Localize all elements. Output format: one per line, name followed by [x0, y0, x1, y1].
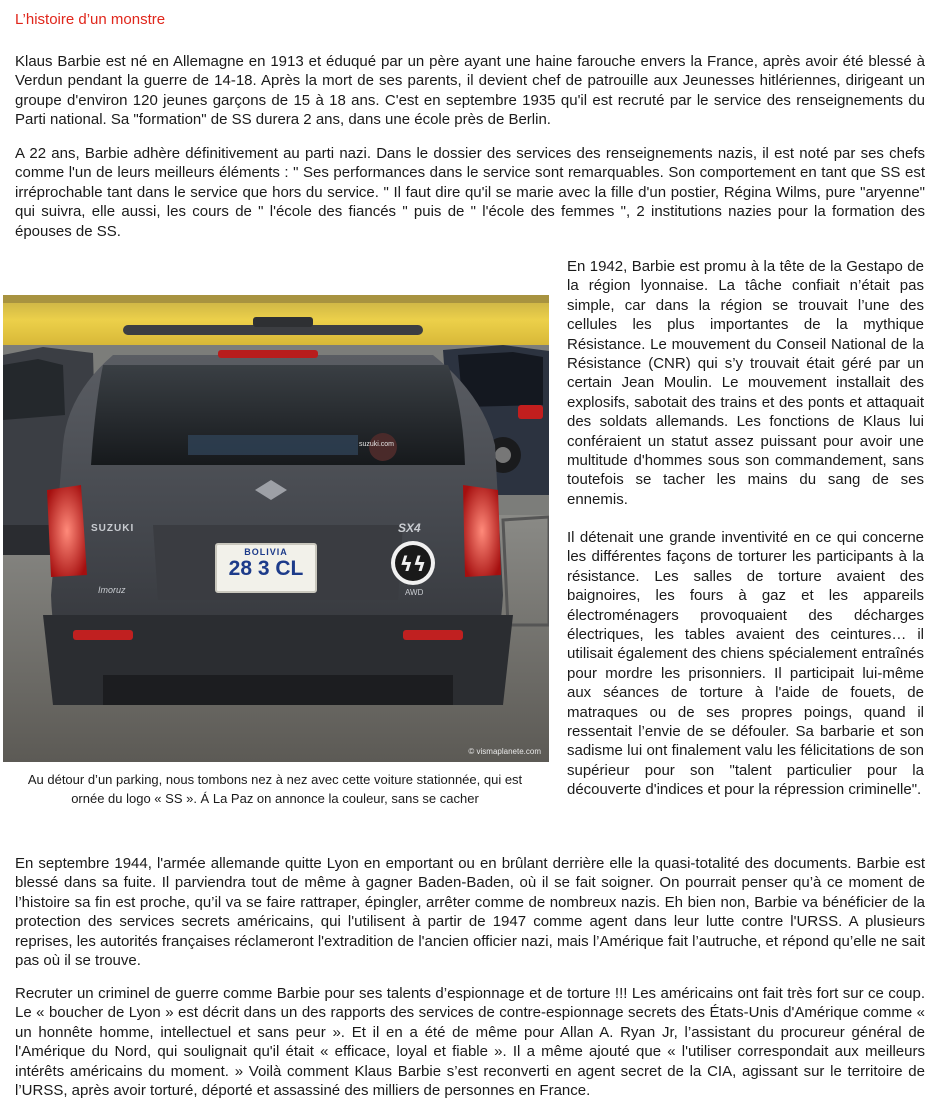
paragraph-cia: Recruter un criminel de guerre comme Barbie pour ses talents d’espionnage et de torture !!! Les américains ont fait très fort sur ce coup. Le « boucher de Lyon » est décrit dans un des rapports des services de contre-espionnage secrets des États-Unis d'Amérique comme « un honnête homme, intellectuel et sans peur ». Et il en a été de même pour Allan A. Ryan Jr, l’assistant du procureur général de l'Amérique du Nord, qui soulignait qu'il était « efficace, loyal et fiable ». Il a même ajouté que « l'utiliser correspondait aux meilleurs intérêts américains du moment. » Voilà comment Klaus Barbie s’est reconverti en agent secret de la CIA, agissant sur le territoire de l’URSS, après avoir torturé, déporté et assassiné des milliers de personnes en France.: [15, 985, 925, 1100]
article-title: L’histoire d’un monstre: [15, 11, 166, 28]
window-sticker: suzuki.com: [359, 441, 395, 448]
paragraph-torture: Il détenait une grande inventivité en ce qui concerne les différentes façons de torturer les participants à la résistance. Les salles de torture avaient des baignoires, les fours à gaz et les appareils électroménagers provoquaient des décharges électriques, les tables avaient des ceintures… il utilisait également des chiens spécialement entraînés pour mordre les prisonniers. Il participait lui-même aux séances de torture à l'aide de fouets, de matraques ou de ses propres poings, quand il ressentait l’envie de se défouler. Sa barbarie et son sadisme lui ont finalement valu les félicitations de son supérieur pour son "talent particulier pour la découverte d'indices et pour la répression criminelle".: [567, 529, 924, 799]
suzuki-sx4-image: [3, 295, 549, 762]
paragraph-nazi-party: A 22 ans, Barbie adhère définitivement au parti nazi. Dans le dossier des services des renseignements nazis, il est noté par ses chefs comme l'un de leurs meilleurs éléments : " Ses performances dans le service sont remarquables. Son comportement en tant que SS est irréprochable tant dans le service que hors du service. " Il faut dire qu'il se marie avec la fille d'un postier, Régina Wilms, pure "aryenne" qui suivra, elle aussi, les cours de " l'école des fiancés " puis de " l'école des femmes ", 2 institutions nazies pour la formation des épouses de SS.: [15, 145, 925, 240]
svg-text:ϟϟ: ϟϟ: [399, 552, 427, 576]
paragraph-birth: Klaus Barbie est né en Allemagne en 1913 et éduqué par un père ayant une haine farouche envers la France, après avoir été blessé à Verdun pendant la guerre de 14-18. Après la mort de ses parents, il devient chef de patrouille aux Jeunesses hitlériennes, dirigeant un groupe d'environ 120 jeunes garçons de 15 à 18 ans. C'est en septembre 1935 qu'il est recruté par le service des renseignements du Parti national. Sa "formation" de SS durera 2 ans, dans une école près de Berlin.: [15, 53, 925, 129]
model-badge: SX4: [398, 521, 421, 535]
car-photo: [3, 295, 549, 762]
brand-badge: SUZUKI: [91, 523, 135, 534]
photo-watermark: © vismaplanete.com: [468, 747, 541, 756]
plate-number: 28 3 CL: [228, 557, 304, 580]
license-plate: [215, 543, 317, 593]
paragraph-1944: En septembre 1944, l'armée allemande quitte Lyon en emportant ou en brûlant derrière elle la quasi-totalité des documents. Barbie est blessé dans sa fuite. Il parviendra tout de même à gagner Baden-Baden, où il se fait soigner. On pourrait penser qu’à ce moment de l’histoire sa fin est proche, qu’il va se faire rattraper, épingler, arrêter comme de nombreux nazis. Eh bien non, Barbie va bénéficier de la protection des services secrets américains, qui l'utilisent à partir de 1947 comme agent dans leur lutte contre l'URSS. A plusieurs reprises, les autorités françaises réclameront l'extradition de l'ancien officier nazi, mais l’Amérique fait l’autruche, et répond qu’elle ne sait pas où il se trouve.: [15, 855, 925, 970]
trim-badge: Imoruz: [98, 585, 126, 595]
photo-caption: Au détour d’un parking, nous tombons nez à nez avec cette voiture stationnée, qui est ornée du logo « SS ». Á La Paz on annonce la couleur, sans se cacher: [27, 772, 523, 806]
drive-badge: AWD: [405, 588, 424, 597]
plate-country: BOLIVIA: [244, 547, 288, 557]
paragraph-gestapo-lyon: En 1942, Barbie est promu à la tête de la Gestapo de la région lyonnaise. La tâche confiait n’était pas simple, car dans la région se trouvait l’une des cellules les plus importantes de la mythique Résistance. Le mouvement du Conseil National de la Résistance (CNR) qui s’y trouvait était géré par un certain Jean Moulin. Le mouvement installait des explosifs, sabotait des trains et des ponts et attaquait des soldats allemands. Les fonctions de Klaus lui conféraient un statut assez puissant pour avoir une multitude d'hommes sous son commandement, sans toutefois se tacher les mains du sang de ses ennemis.: [567, 258, 924, 508]
